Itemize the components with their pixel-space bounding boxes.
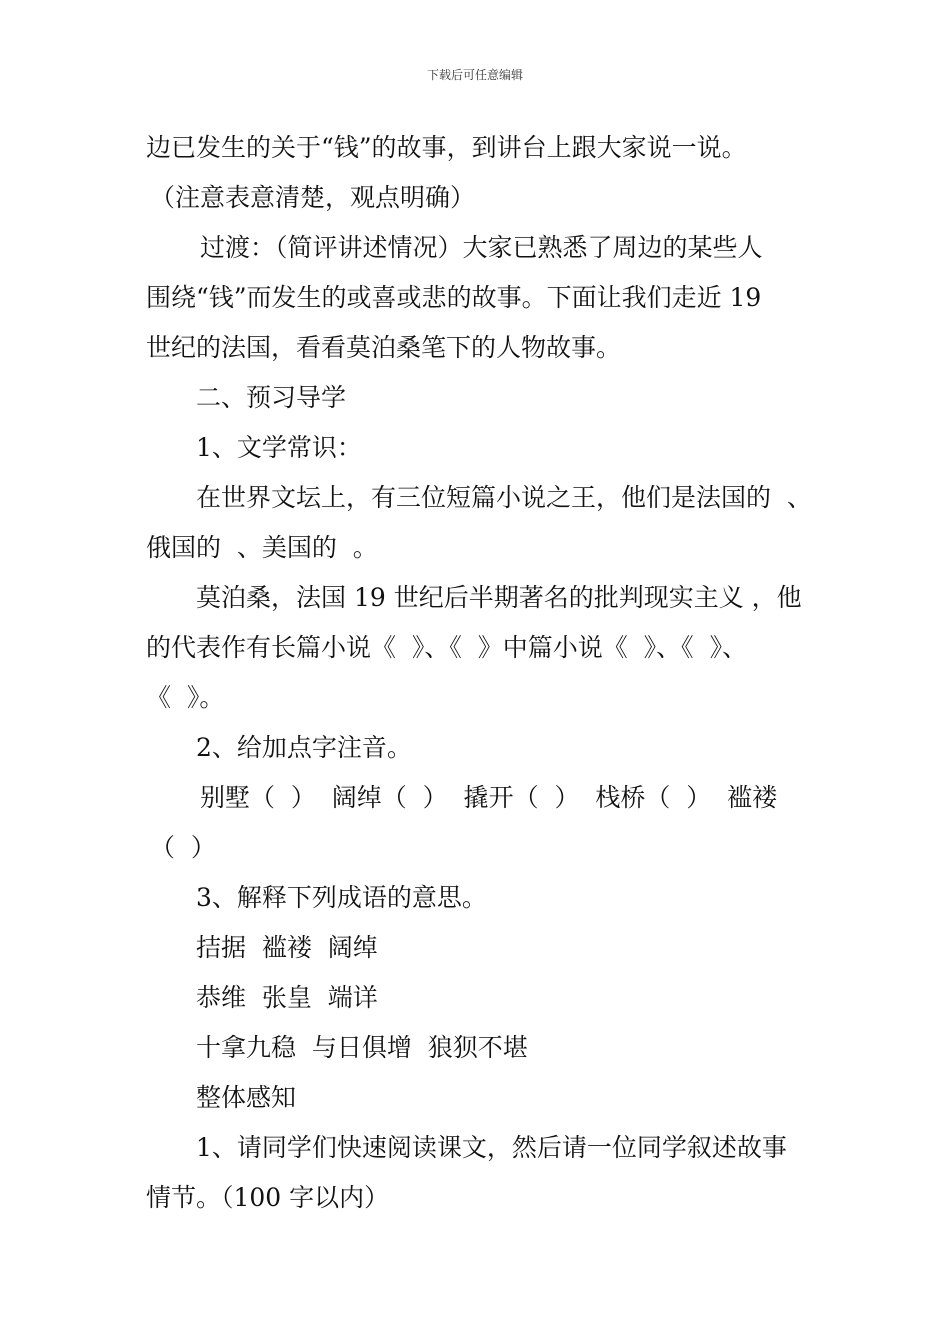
text-line: 过渡：（简评讲述情况）大家已熟悉了周边的某些人 [200, 233, 763, 262]
text-line: 围绕“钱”而发生的或喜或悲的故事。下面让我们走近 19 [146, 283, 762, 312]
text-line: 2、给加点字注音。 [196, 733, 412, 762]
text-line: （注意表意清楚，观点明确） [150, 183, 476, 212]
text-line: 的代表作有长篇小说《 》、《 》中篇小说《 》、《 》、 [146, 633, 748, 662]
page-header: 下载后可任意编辑 [426, 68, 523, 82]
text-line: 十拿九稳 与日俱增 狼狈不堪 [196, 1033, 528, 1062]
text-line: 拮据 褴褛 阔绰 [196, 933, 378, 962]
section-heading: 二、预习导学 [196, 383, 347, 412]
text-line: 恭维 张皇 端详 [196, 983, 378, 1012]
section-heading: 整体感知 [196, 1083, 297, 1112]
text-line: 世纪的法国，看看莫泊桑笔下的人物故事。 [146, 333, 622, 362]
text-line: （ ） [150, 833, 216, 862]
text-line: 1、文学常识： [196, 433, 362, 462]
text-line: 1、请同学们快速阅读课文，然后请一位同学叙述故事 [196, 1133, 787, 1162]
text-line: 莫泊桑，法国 19 世纪后半期著名的批判现实主义 ，他 [196, 583, 802, 612]
text-line: 《 》。 [146, 683, 225, 712]
text-line: 俄国的 、美国的 。 [146, 533, 378, 562]
text-line: 在世界文坛上，有三位短篇小说之王，他们是法国的 、 [196, 483, 812, 512]
text-line: 边已发生的关于“钱”的故事，到讲台上跟大家说一说。 [146, 133, 747, 162]
text-line: 别墅（ ） 阔绰（ ） 撬开（ ） 栈桥（ ） 褴褛 [200, 783, 778, 812]
text-line: 情节。（100 字以内） [146, 1183, 390, 1212]
text-line: 3、解释下列成语的意思。 [196, 883, 487, 912]
